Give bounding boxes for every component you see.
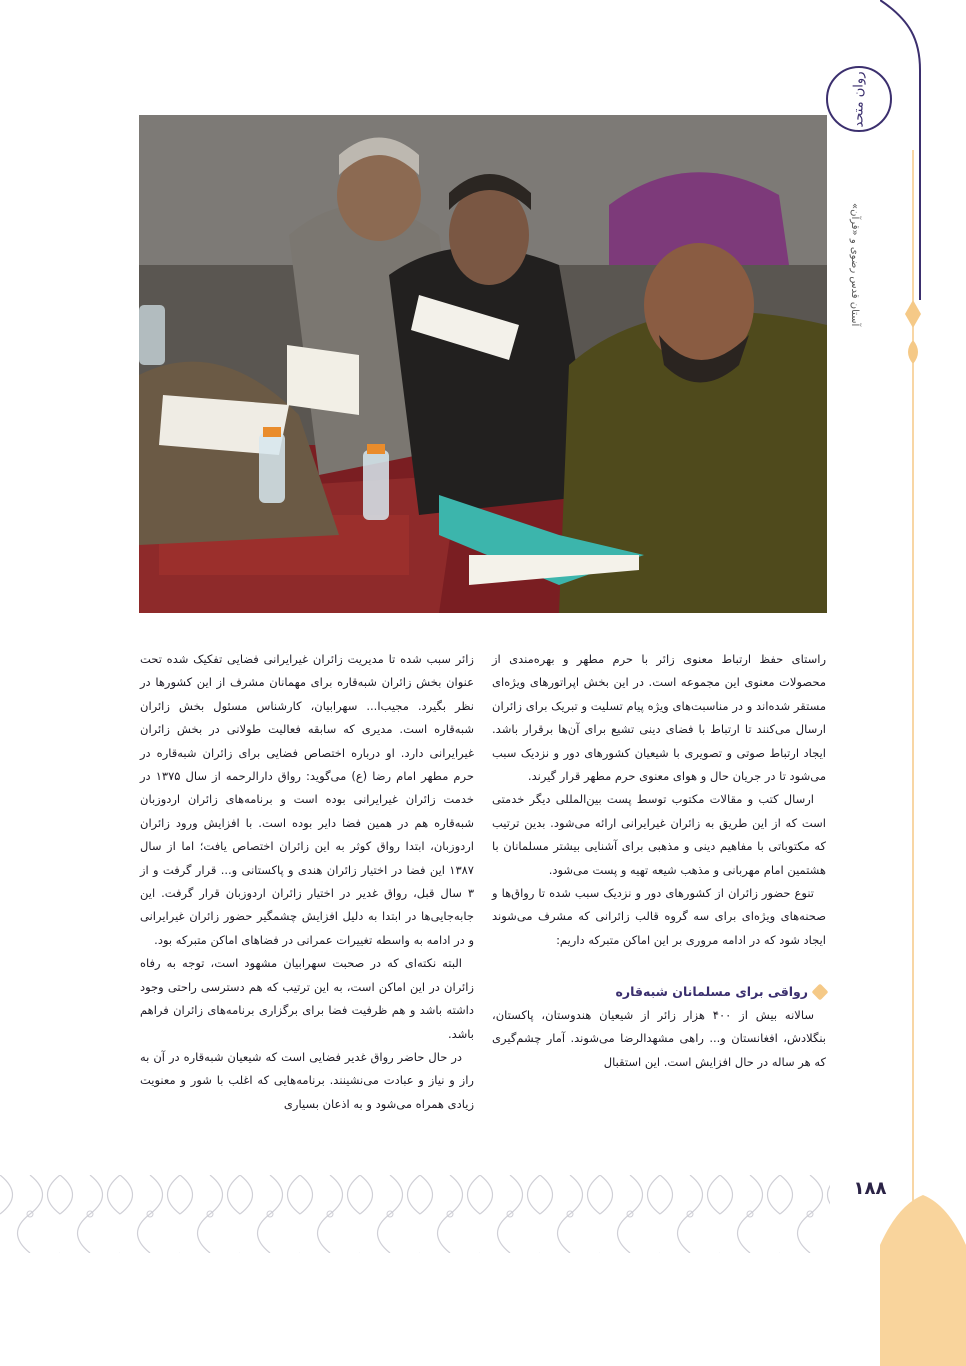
section-heading xyxy=(492,980,826,1003)
pilgrims-reading-photo xyxy=(139,115,827,613)
paragraph: تنوع حضور زائران از کشورهای دور و نزدیک سبب شده تا رواق‌ها و صحنه‌های ویژه‌ای برای سه گروه قالب زائرانی که مشرف می‌شوند ایجاد شود که در ادامه مروری بر این اماکن متبرکه داریم: xyxy=(492,886,826,947)
decorative-pattern-band xyxy=(0,1175,830,1253)
paragraph: سالانه بیش از ۴۰۰ هزار زائر از شیعیان هندوستان، پاکستان، بنگلادش، افغانستان و... راهی مشهدالرضا می‌شوند. آمار چشم‌گیری که هر ساله در حال افزایش است. این استقبال xyxy=(492,1007,826,1069)
text-column-left xyxy=(140,648,474,1116)
paragraph: البته نکته‌ای که در صحبت سهرابیان مشهود است، توجه به رفاه زائران در این اماکن است، به این ترتیب که هم دسترسی راحتی وجود داشته باشد و هم ظرفیت فضا برای برگزاری برنامه‌های زائران فراهم باشد. xyxy=(140,956,474,1041)
magazine-logo xyxy=(826,66,892,132)
logo-text: روان متحد xyxy=(851,71,867,127)
bullet-diamond-icon xyxy=(812,983,829,1000)
paragraph: در حال حاضر رواق غدیر فضایی است که شیعیان شبه‌قاره در آن به راز و نیاز و عبادت می‌نشینند. برنامه‌هایی که اغلب با شور و معنویت زیادی همراه می‌شود و به اذعان بسیاری xyxy=(140,1049,474,1111)
page-number: ۱۸۸ xyxy=(853,1178,887,1199)
section-heading-text: رواقی برای مسلمانان شبه‌قاره xyxy=(615,984,808,1000)
margin-ornament xyxy=(880,0,966,1366)
paragraph: راستای حفظ ارتباط معنوی زائر با حرم مطهر و بهره‌مندی از محصولات معنوی این مجموعه است. در این بخش اپراتورهای ویژه‌ای مستقر شده‌اند و در مناسبت‌های ویژه پیام تسلیت و تبریک برای زائران ارسال می‌کنند تا ارتباط با فضای دینی تشیع برای آن‌ها برقرار باشد. ایجاد ارتباط صوتی و تصویری با شیعیان کشورهای دور و نزدیک سبب می‌شود تا در جریان حال و هوای معنوی حرم مطهر قرار گیرند. xyxy=(492,652,826,784)
section-caption: آستان قدس رضوی و «قرآن» xyxy=(849,203,860,327)
paragraph: زائر سبب شده تا مدیریت زائران غیرایرانی فضایی تفکیک شده تحت عنوان بخش زائران شبه‌قاره برای مهمانان مشرف از این کشورها در نظر بگیرد. مجیب‌ا... سهرابیان، کارشناس مسئول بخش زائران شبه‌قاره است. مدیری که سابقه فعالیت طولانی در بخش زائران غیرایرانی دارد. او درباره اختصاص فضایی برای زائران شبه‌قاره در حرم مطهر امام رضا (ع) می‌گوید: رواق دارالرحمه از سال ۱۳۷۵ در خدمت زائران غیرایرانی بوده است و برنامه‌های زائران اردوزبان شبه‌قاره هم در همین فضا دایر بوده است. با افزایش ورود زائران اردوزبان، ابتدا رواق کوثر به این زائران اختصاص یافت؛ اما از سال ۱۳۸۷ این فضا در اختیار زائران هندی و پاکستانی و... قرار گرفت و از ۳ سال قبل، رواق غدیر در اختیار زائران اردوزبان قرار گرفت. این جابه‌جایی‌ها در ابتدا به دلیل افزایش چشمگیر حضور زائران غیرایرانی و در ادامه به واسطه تغییرات عمرانی در فضاهای اماکن متبرکه بود. xyxy=(140,652,474,947)
paragraph: ارسال کتب و مقالات مکتوب توسط پست بین‌المللی دیگر خدمتی است که از این طریق به زائران غیرایرانی ارائه می‌شود. بدین ترتیب که مکتوباتی با مفاهیم دینی و مذهبی برای آشنایی بیشتر مسلمانان با هشتمین امام مهربانی و مذهب شیعه تهیه و پست می‌شود. xyxy=(492,792,826,877)
text-column-right xyxy=(492,648,826,1074)
